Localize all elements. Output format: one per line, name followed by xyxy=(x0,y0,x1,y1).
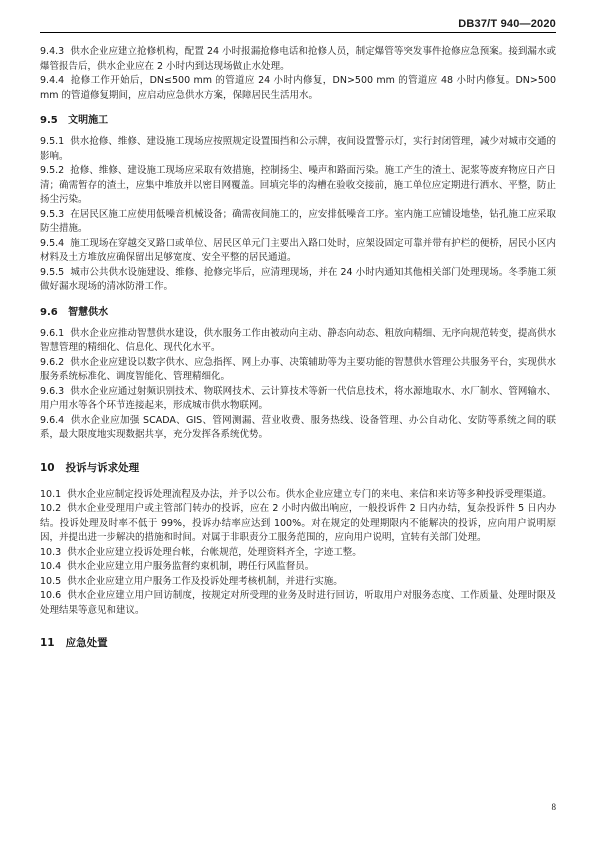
clause-number: 10.6 xyxy=(40,590,62,601)
heading-text: 智慧供水 xyxy=(68,306,109,318)
clause-number: 9.6.3 xyxy=(40,385,65,397)
clause-text: 供水企业应制定投诉处理流程及办法，并予以公布。供水企业应建立专门的来电、来信和来访等多种投诉受理渠道。 xyxy=(67,488,552,500)
clause-text: 供水企业应建立投诉处理台帐，台帐规范，处理资料齐全，字迹工整。 xyxy=(67,546,362,558)
clause-text: 城市公共供水设施建设、维修、抢修完毕后，应清理现场，并在 24 小时内通知其他相关部门处理现场。冬季施工须做好漏水现场的清冰防滑工作。 xyxy=(40,266,556,292)
section-heading xyxy=(40,461,556,476)
clause-number: 10.5 xyxy=(40,575,62,587)
clause-number: 9.5.2 xyxy=(40,165,65,176)
clause-text: 供水企业应加强 SCADA、GIS、管网测漏、营业收费、服务热线、设备管理、办公自动化、安防等系统之间的联系，最大限度地实现数据共享，充分发挥各系统优势。 xyxy=(40,414,556,440)
standard-code: DB37/T 940—2020 xyxy=(458,18,556,30)
clause-text: 供水企业应建立用户服务监督约束机制，聘任行风监督员。 xyxy=(67,561,315,572)
clause-paragraph xyxy=(40,208,556,237)
clause-text: 供水企业应建立用户回访制度，按规定对所受理的业务及时进行回访，听取用户对服务态度、工作质量、处理时限及处理结果等意见和建议。 xyxy=(40,590,556,616)
clause-paragraph xyxy=(40,327,556,356)
clause-number: 9.5.1 xyxy=(40,136,65,147)
clause-number: 10.1 xyxy=(40,488,62,500)
clause-number: 10.4 xyxy=(40,561,62,572)
clause-paragraph xyxy=(40,414,556,443)
clause-number: 9.4.3 xyxy=(40,46,65,57)
clause-text: 供水企业应推动智慧供水建设，供水服务工作由被动向主动、静态向动态、粗放向精细、无序向规范转变，提高供水智慧管理的精细化、信息化、现代化水平。 xyxy=(40,327,556,353)
clause-number: 9.6 xyxy=(40,306,58,318)
clause-number: 9.5.3 xyxy=(40,208,65,220)
clause-paragraph xyxy=(40,575,556,590)
clause-number: 10 xyxy=(40,461,55,474)
clause-paragraph xyxy=(40,356,556,385)
clause-paragraph xyxy=(40,135,556,164)
clause-text: 供水企业受理用户或主管部门转办的投诉，应在 2 小时内做出响应，一般投诉件 2 日内办结，复杂投诉件 5 日内办结。投诉处理及时率不低于 99%，投诉办结率应达到 100%。对在规定的处理期限内不能解决的投诉，应向用户说明原因，并提出进一步解决的措施和时间。对属于非职责分工服务范围的，应向用户说明，宜转有关部门处理。 xyxy=(40,503,556,543)
clause-text: 施工现场在穿越交叉路口或单位、居民区单元门主要出入路口处时，应架设固定可靠并带有护栏的便桥，居民小区内材料及土方堆放应确保留出足够宽度、安全平整的居民通道。 xyxy=(40,237,556,263)
heading-text: 投诉与诉求处理 xyxy=(65,461,140,474)
clause-paragraph xyxy=(40,74,556,103)
clause-text: 供水企业应建设以数字供水、应急指挥、网上办事、决策辅助等为主要功能的智慧供水管理公共服务平台，实现供水服务系统标准化、调度智能化、管理精细化。 xyxy=(40,356,556,382)
clause-text: 供水企业应建立用户服务工作及投诉处理考核机制，并进行实施。 xyxy=(67,575,343,587)
clause-paragraph xyxy=(40,488,556,503)
clause-text: 供水企业应建立抢修机构，配置 24 小时报漏抢修电话和抢修人员，制定爆管等突发事件抢修应急预案。接到漏水或爆管报告后，供水企业应在 2 小时内到达现场做止水处理。 xyxy=(40,46,556,72)
clause-text: 供水企业应通过射频识别技术、物联网技术、云计算技术等新一代信息技术，将水源地取水、水厂制水、管网输水、用户用水等各个环节连接起来，形成城市供水物联网。 xyxy=(40,385,556,411)
clause-paragraph xyxy=(40,546,556,561)
document-body xyxy=(40,45,556,663)
page-number: 8 xyxy=(551,802,556,812)
clause-paragraph xyxy=(40,266,556,295)
clause-number: 9.5.5 xyxy=(40,266,65,278)
header-rule xyxy=(40,32,556,33)
heading-text: 应急处置 xyxy=(65,637,108,649)
subsection-heading xyxy=(40,114,556,128)
clause-number: 9.4.4 xyxy=(40,75,65,86)
clause-number: 9.5.4 xyxy=(40,237,65,249)
heading-text: 文明施工 xyxy=(68,115,109,126)
clause-number: 10.3 xyxy=(40,546,62,558)
clause-paragraph xyxy=(40,164,556,208)
clause-number: 10.2 xyxy=(40,503,62,514)
clause-text: 抢修、维修、建设施工现场应采取有效措施，控制扬尘、噪声和路面污染。施工产生的渣土、泥浆等废弃物应日产日清；确需暂存的渣土，应集中堆放并以密目网覆盖。回填完毕的沟槽在验收交接前，施工单位应定期进行洒水、平整，防止扬尘污染。 xyxy=(40,165,556,205)
clause-paragraph xyxy=(40,560,556,575)
clause-text: 抢修工作开始后，DN≤500 mm 的管道应 24 小时内修复，DN>500 mm 的管道应 48 小时内修复。DN>500 mm 的管道修复期间，应启动应急供水方案，保障居民生活用水。 xyxy=(40,75,556,101)
clause-text: 供水抢修、维修、建设施工现场应按照规定设置围挡和公示牌，夜间设置警示灯，实行封闭管理，减少对城市交通的影响。 xyxy=(40,136,556,162)
clause-paragraph xyxy=(40,237,556,266)
clause-text: 在居民区施工应使用低噪音机械设备；确需夜间施工的，应安排低噪音工序。室内施工应铺设地垫，钻孔施工应采取防尘措施。 xyxy=(40,208,556,234)
clause-number: 11 xyxy=(40,637,55,649)
clause-paragraph xyxy=(40,45,556,74)
clause-number: 9.6.2 xyxy=(40,356,65,368)
clause-paragraph xyxy=(40,589,556,618)
clause-number: 9.6.4 xyxy=(40,414,65,426)
clause-paragraph xyxy=(40,502,556,546)
clause-paragraph xyxy=(40,385,556,414)
section-heading xyxy=(40,636,556,651)
clause-number: 9.5 xyxy=(40,115,58,126)
clause-number: 9.6.1 xyxy=(40,327,65,339)
subsection-heading xyxy=(40,306,556,320)
